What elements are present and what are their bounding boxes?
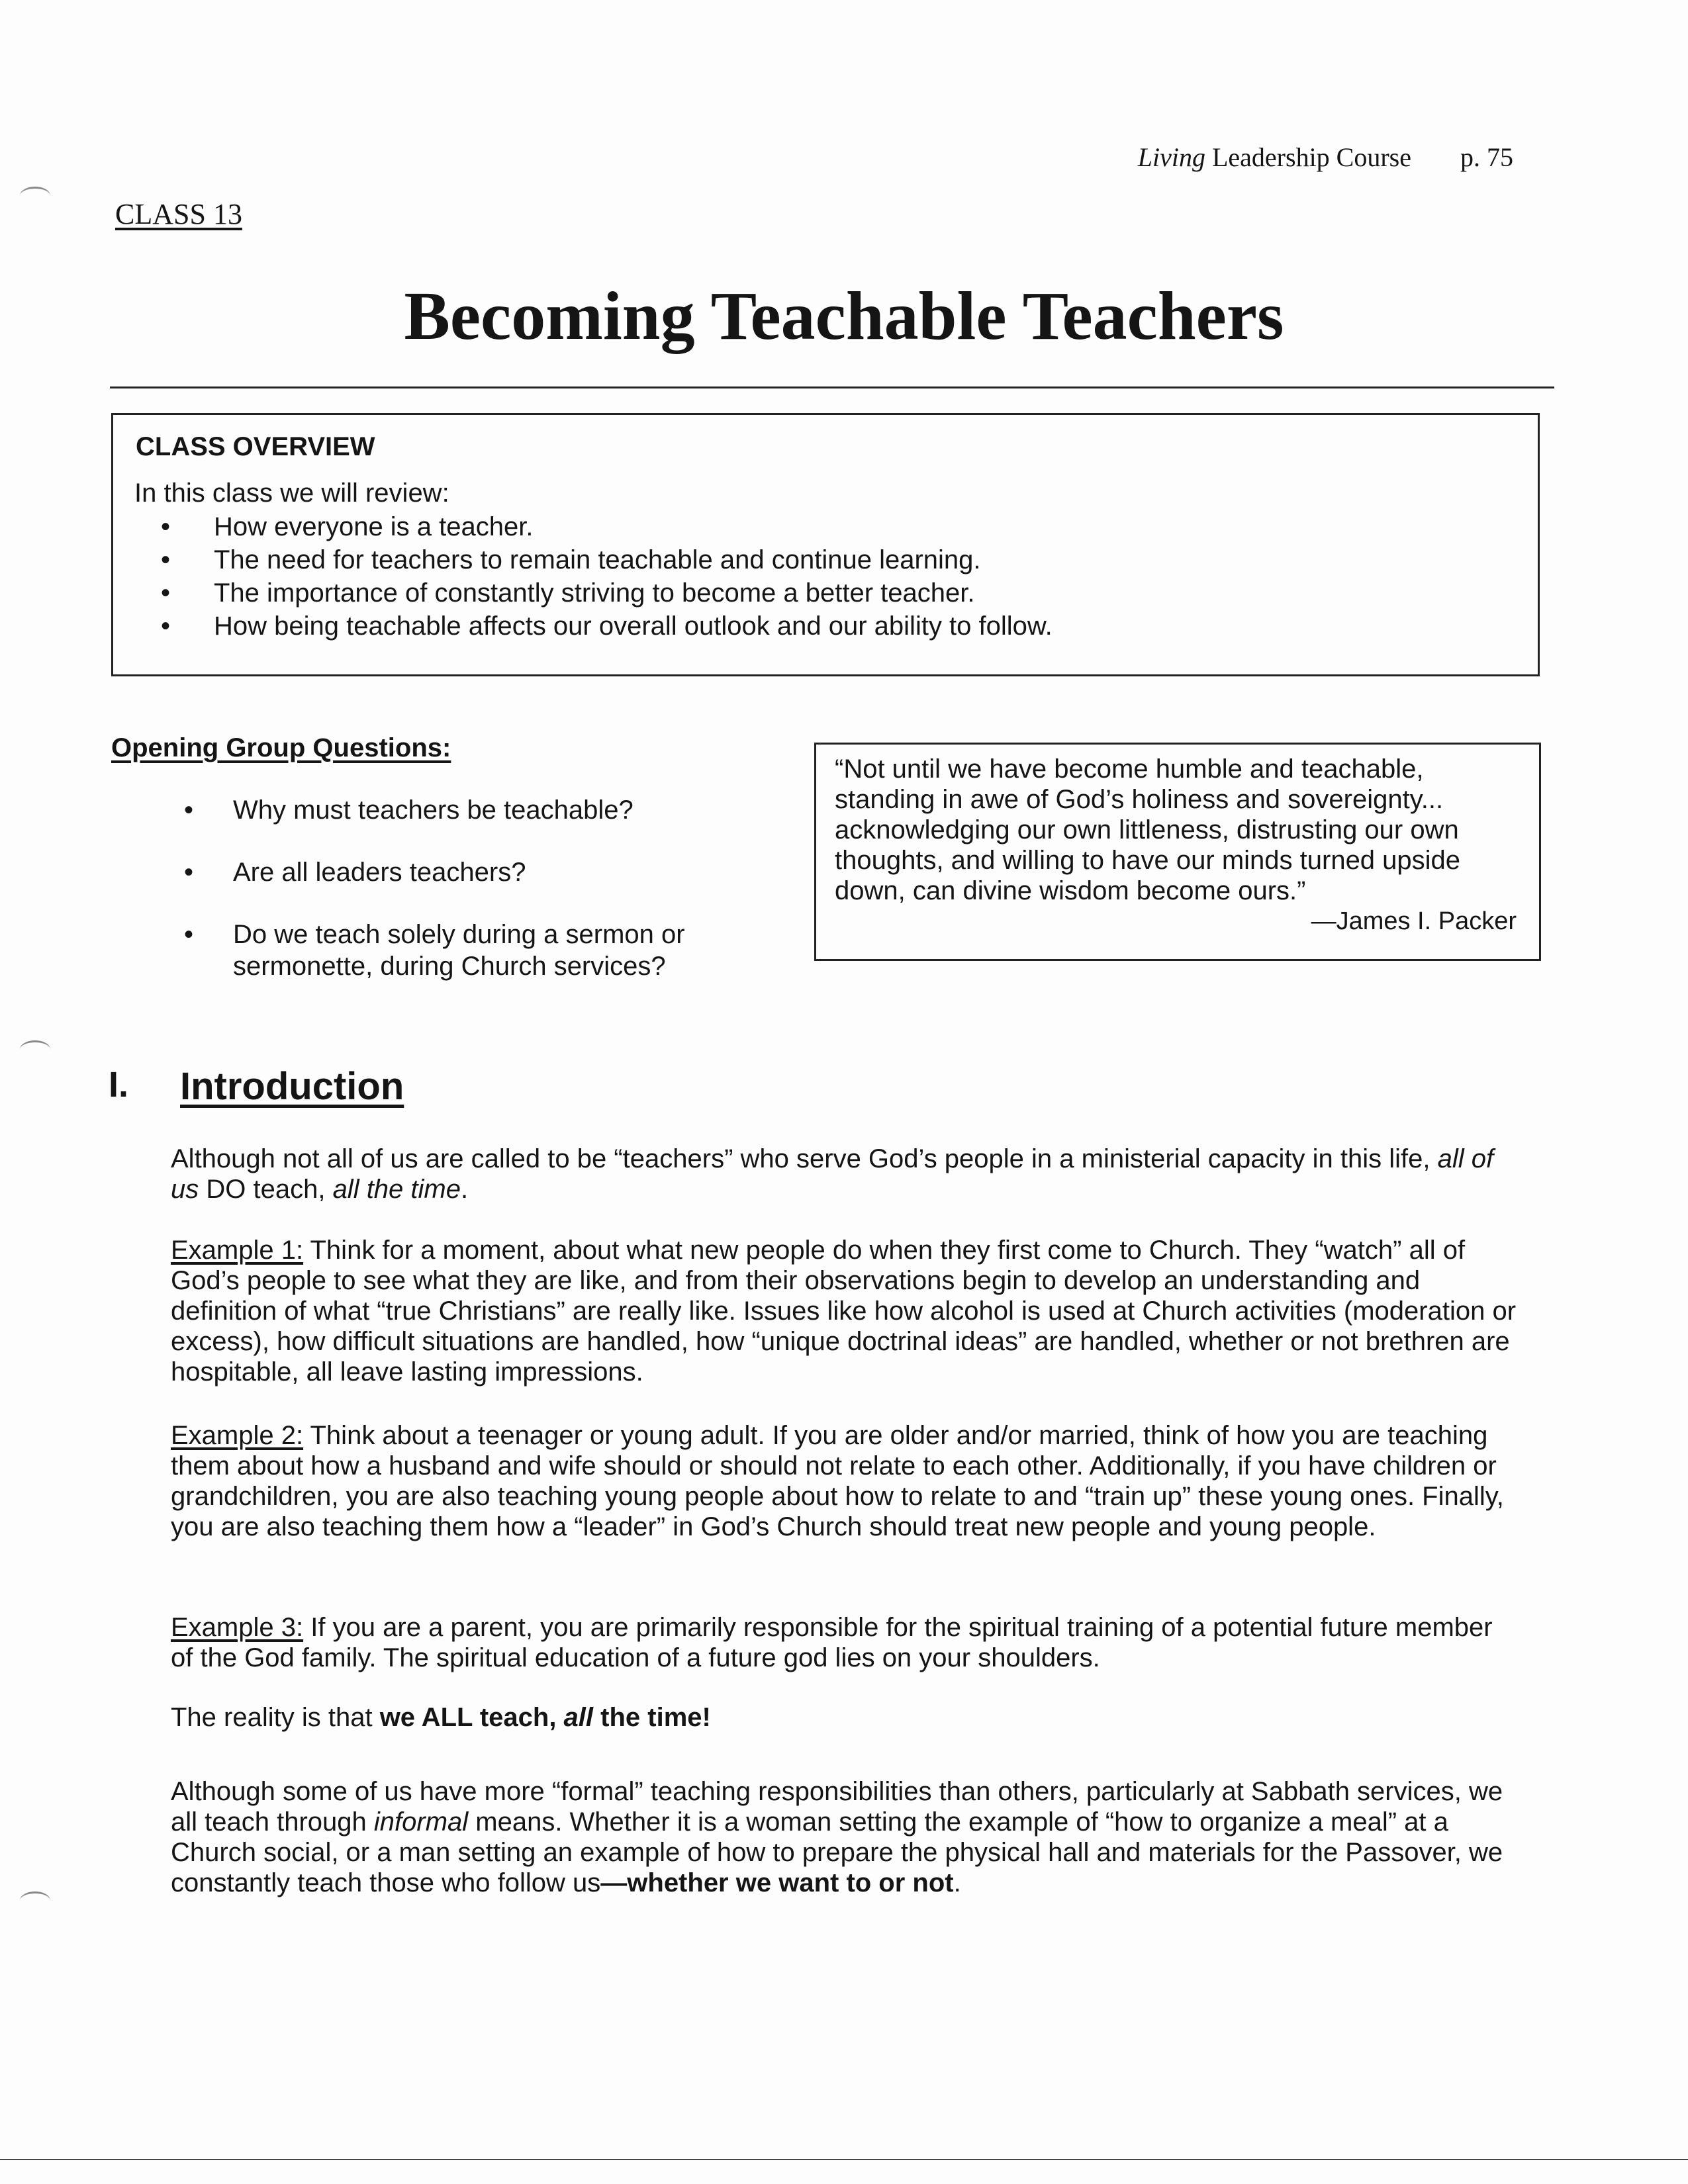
text-span-bold-italic: all bbox=[563, 1703, 594, 1732]
example-label: Example 1: bbox=[171, 1236, 304, 1265]
quote-box bbox=[814, 743, 1541, 961]
reality-paragraph bbox=[171, 1702, 1521, 1733]
running-header bbox=[1138, 142, 1513, 173]
example-label: Example 2: bbox=[171, 1421, 304, 1450]
text-span-italic: all the time bbox=[332, 1175, 461, 1204]
text-span: Although not all of us are called to be “teachers” who serve God’s people in a ministerial capacity in this life, bbox=[171, 1144, 1438, 1173]
example-3-paragraph bbox=[171, 1612, 1521, 1673]
overview-list bbox=[134, 510, 1053, 643]
overview-item: • How everyone is a teacher. bbox=[134, 510, 1053, 543]
text-span-bold: we ALL teach, bbox=[379, 1703, 564, 1732]
binder-hole-mark bbox=[20, 1040, 50, 1058]
example-text: Think for a moment, about what new people do when they first come to Church. They “watch” all of God’s people to see what they are like, and from their observations begin to develop an understanding and definition of what “true Christians” are really like. Issues like how alcohol is used at Church activities (moderation or excess), how difficult situations are handled, how “unique doctrinal ideas” are handled, whether or not brethren are hospitable, all leave lasting impressions. bbox=[171, 1236, 1517, 1387]
section-title: Introduction bbox=[180, 1065, 404, 1108]
course-name-italic: Living bbox=[1137, 142, 1205, 172]
page-number: p. 75 bbox=[1460, 142, 1513, 172]
text-span: . bbox=[953, 1868, 961, 1897]
overview-item: • How being teachable affects our overall outlook and our ability to follow. bbox=[134, 610, 1053, 643]
example-text: If you are a parent, you are primarily responsible for the spiritual training of a potential future member of the God family. The spiritual education of a future god lies on your shoulders. bbox=[171, 1613, 1493, 1672]
course-name: Leadership Course bbox=[1211, 142, 1411, 172]
binder-hole-mark bbox=[20, 187, 50, 205]
example-text: Think about a teenager or young adult. If you are older and/or married, think of how you are teaching them about how a husband and wife should or should not relate to each other. Additionally, if you have children or grandchildren, you are also teaching young people about how to relate to and “train up” these young ones. Finally, you are also teaching them how a “leader” in God’s Church should treat new people and young people. bbox=[171, 1421, 1504, 1541]
example-1-paragraph bbox=[171, 1235, 1521, 1387]
text-span-bold: the time! bbox=[593, 1703, 711, 1732]
text-span-italic: all of us bbox=[171, 1144, 1494, 1204]
quote-text: “Not until we have become humble and teachable, standing in awe of God’s holiness and sovereignty... acknowledging our own littleness, distrusting our own thoughts, and willing to have our minds turned upside down, can divine wisdom become ours.” bbox=[835, 754, 1461, 905]
overview-heading: CLASS OVERVIEW bbox=[136, 432, 375, 461]
opening-questions-heading: Opening Group Questions: bbox=[111, 733, 451, 762]
text-span: means. Whether it is a woman setting the example of “how to organize a meal” at a Church social, or a man setting an example of how to prepare the physical hall and materials for the Passover, we constantly teach those who follow us bbox=[171, 1807, 1503, 1897]
overview-intro: In this class we will review: bbox=[134, 478, 449, 508]
opening-questions-list bbox=[181, 794, 751, 1013]
text-span: DO teach, bbox=[199, 1175, 333, 1204]
text-span-bold: —whether we want to or not bbox=[600, 1868, 954, 1897]
class-overview-box bbox=[111, 413, 1540, 676]
question-item: • Why must teachers be teachable? bbox=[181, 794, 751, 826]
example-2-paragraph bbox=[171, 1420, 1521, 1542]
closing-paragraph bbox=[171, 1776, 1521, 1898]
scan-bottom-edge bbox=[0, 2159, 1688, 2160]
quote-attribution: —James I. Packer bbox=[1311, 907, 1517, 935]
intro-paragraph bbox=[171, 1144, 1521, 1205]
overview-item: • The importance of constantly striving to become a better teacher. bbox=[134, 576, 1053, 610]
text-span: . bbox=[460, 1175, 469, 1204]
overview-item: • The need for teachers to remain teachable and continue learning. bbox=[134, 543, 1053, 576]
page-title: Becoming Teachable Teachers bbox=[404, 278, 1284, 354]
text-span-italic: informal bbox=[373, 1807, 469, 1837]
binder-hole-mark bbox=[20, 1891, 50, 1909]
text-span: The reality is that bbox=[171, 1703, 380, 1732]
class-label: CLASS 13 bbox=[115, 198, 242, 230]
title-divider bbox=[110, 387, 1554, 388]
question-item: • Are all leaders teachers? bbox=[181, 856, 751, 888]
question-item: • Do we teach solely during a sermon or sermonette, during Church services? bbox=[181, 919, 751, 982]
example-label: Example 3: bbox=[171, 1613, 304, 1642]
text-span: Although some of us have more “formal” teaching responsibilities than others, particularly at Sabbath services, we all teach through bbox=[171, 1777, 1503, 1837]
section-number: I. bbox=[109, 1065, 129, 1105]
